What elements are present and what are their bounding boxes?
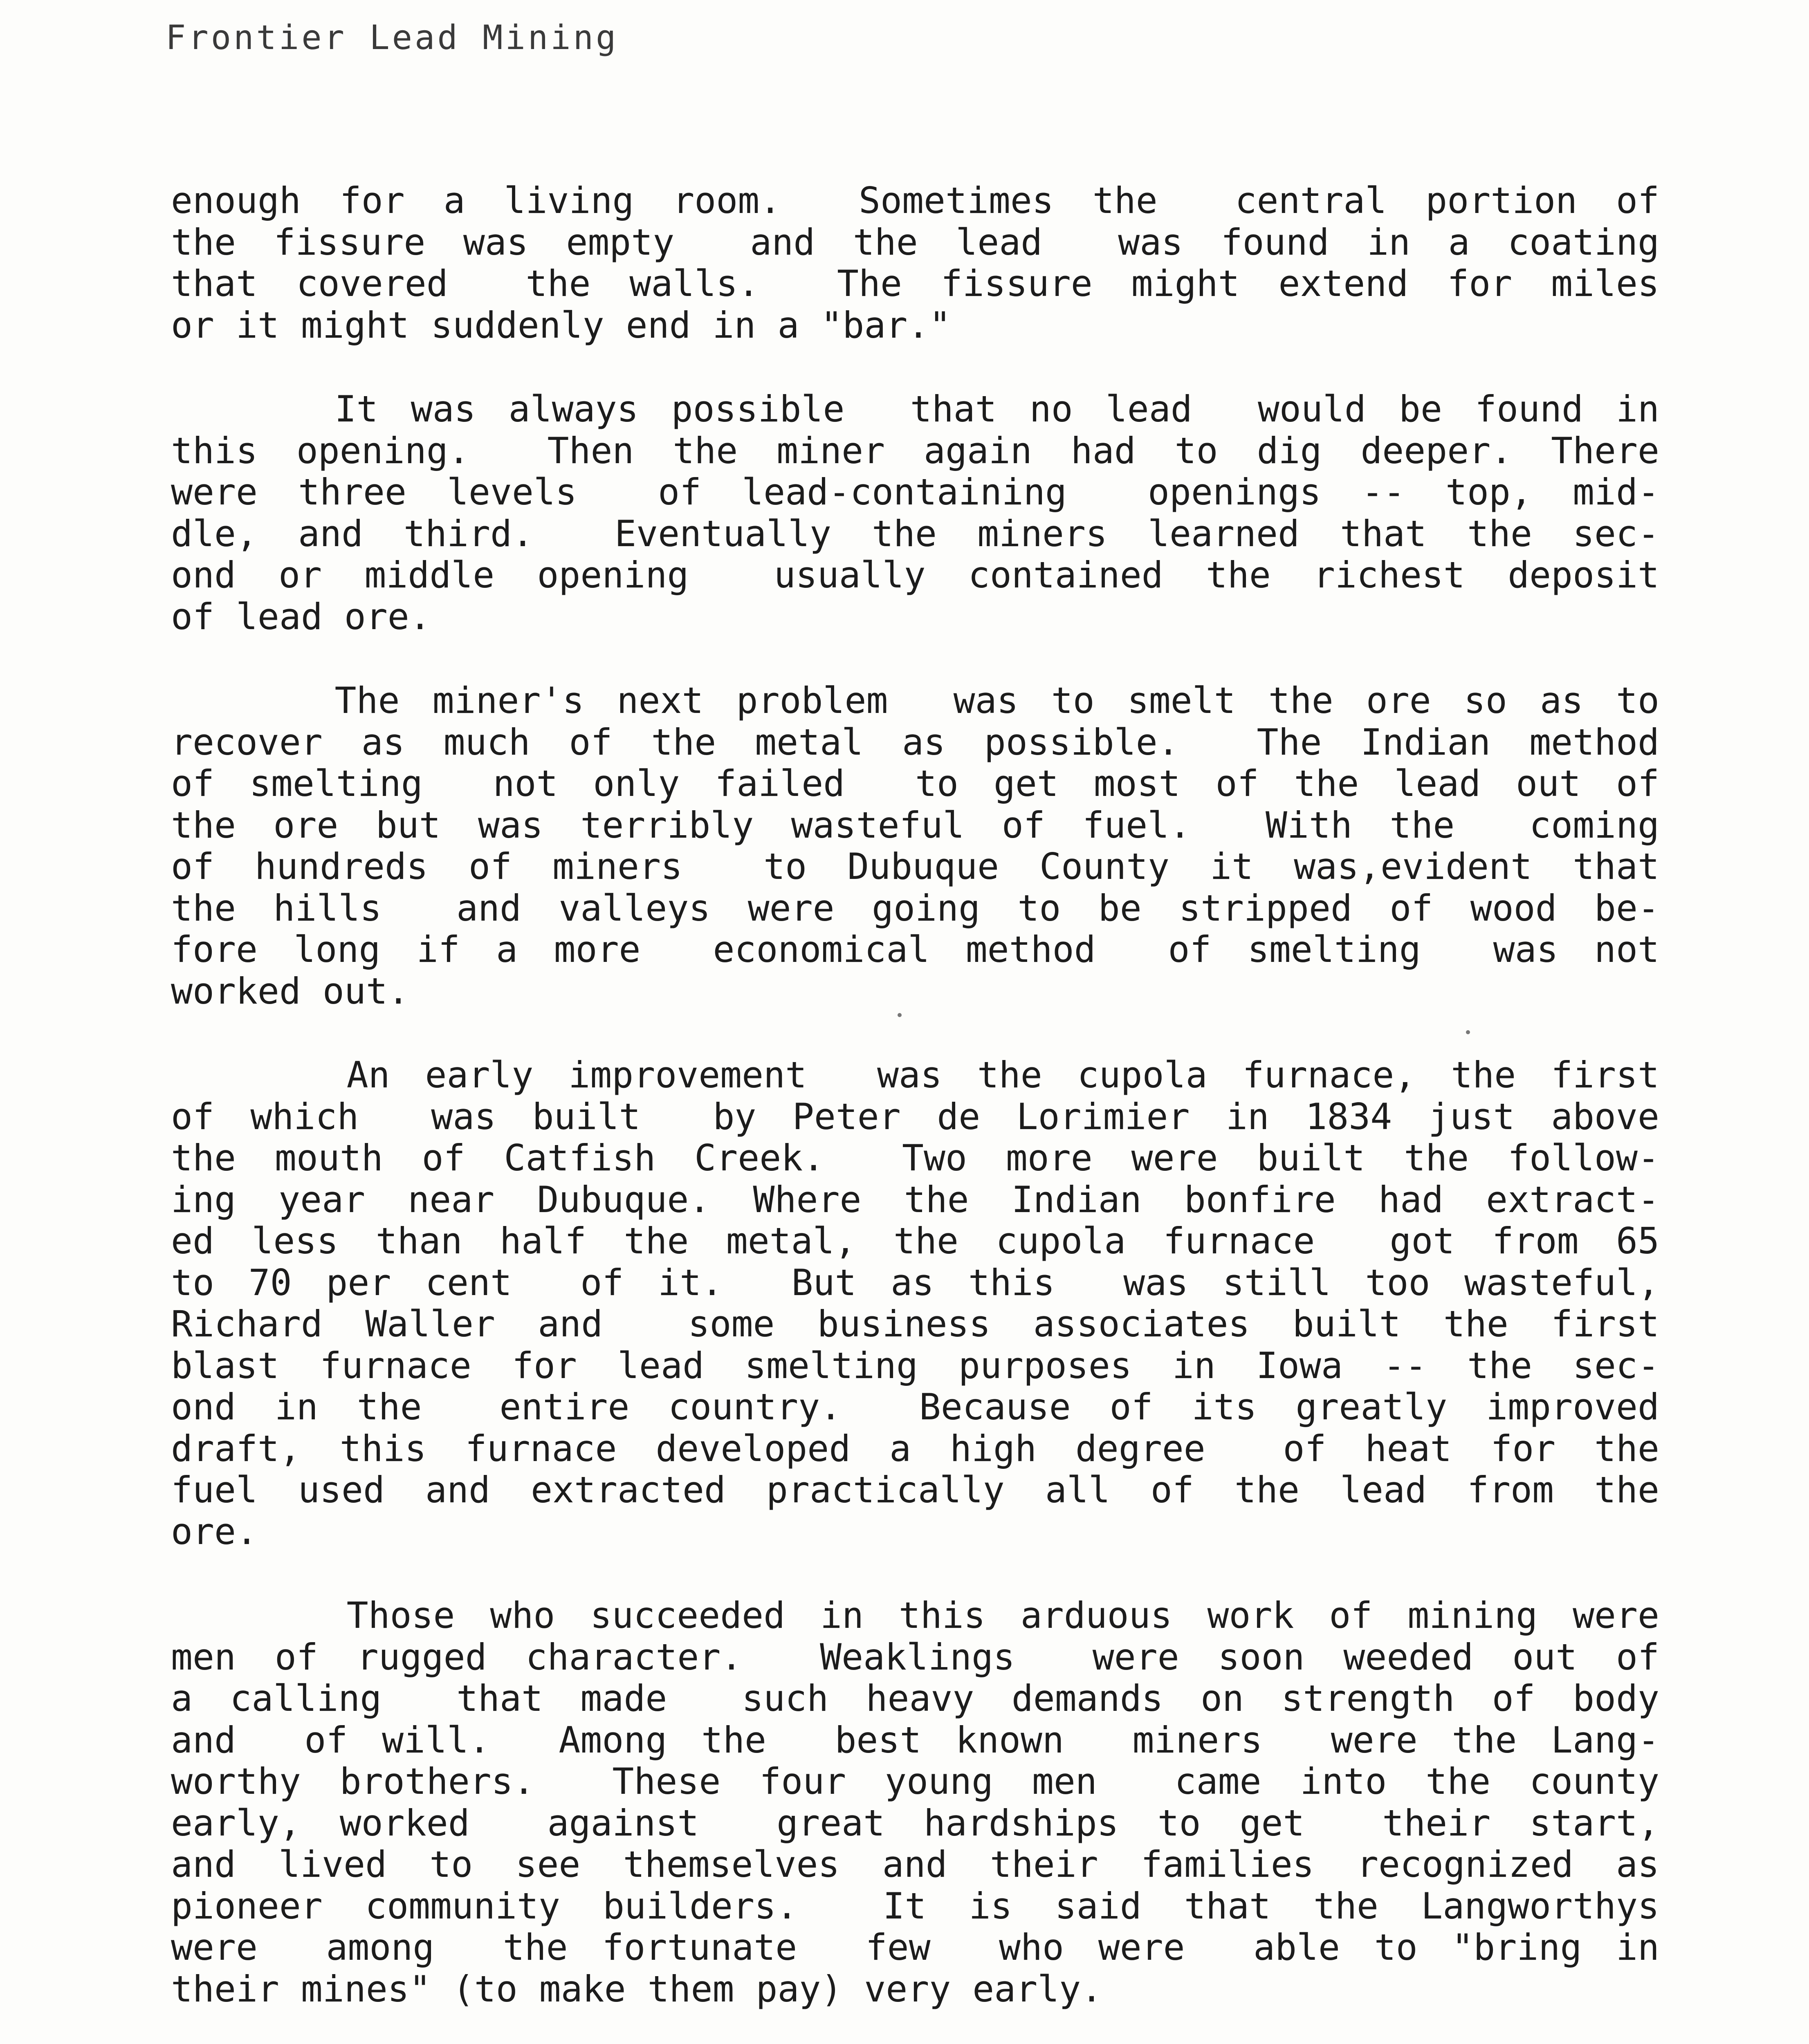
text-line: the fissure was empty and the lead was found in a coating	[171, 221, 1659, 263]
text-line: and of will. Among the best known miners were the Lang-	[171, 1719, 1659, 1761]
text-line: and lived to see themselves and their families recognized as	[171, 1844, 1659, 1885]
text-line: or it might suddenly end in a "bar."	[171, 304, 951, 346]
text-line: of smelting not only failed to get most of the lead out of	[171, 763, 1659, 805]
text-line: The miner's next problem was to smelt the ore so as to	[171, 680, 1659, 722]
stray-mark	[1466, 1030, 1470, 1034]
text-line: to 70 per cent of it. But as this was still too wasteful,	[171, 1262, 1659, 1303]
paragraph	[171, 180, 1659, 346]
text-line: enough for a living room. Sometimes the central portion of	[171, 180, 1659, 222]
text-line: that covered the walls. The fissure might extend for miles	[171, 263, 1659, 305]
paragraph	[171, 680, 1659, 1012]
text-line: Richard Waller and some business associates built the first	[171, 1303, 1659, 1345]
text-line: An early improvement was the cupola furnace, the first	[171, 1054, 1659, 1096]
text-line: ore.	[171, 1511, 258, 1552]
text-line: ing year near Dubuque. Where the Indian bonfire had extract-	[171, 1179, 1659, 1220]
text-line: were three levels of lead-containing openings -- top, mid-	[171, 471, 1659, 513]
text-line: of lead ore.	[171, 596, 431, 637]
text-line: recover as much of the metal as possible. The Indian method	[171, 721, 1659, 763]
text-line: ed less than half the metal, the cupola furnace got from 65	[171, 1220, 1659, 1262]
body-text	[171, 180, 1659, 2044]
text-line: dle, and third. Eventually the miners learned that the sec-	[171, 513, 1659, 554]
text-line: of which was built by Peter de Lorimier in 1834 just above	[171, 1096, 1659, 1137]
running-header: Frontier Lead Mining	[166, 18, 619, 57]
text-line: fuel used and extracted practically all of the lead from the	[171, 1469, 1659, 1511]
text-line: worthy brothers. These four young men came into the county	[171, 1761, 1659, 1802]
text-line: this opening. Then the miner again had to dig deeper. There	[171, 430, 1659, 471]
paragraph	[171, 1054, 1659, 1552]
text-line: worked out.	[171, 970, 409, 1012]
stray-mark	[898, 1013, 902, 1017]
paragraph	[171, 1595, 1659, 2010]
paragraph	[171, 388, 1659, 637]
text-line: early, worked against great hardships to get their start,	[171, 1802, 1659, 1844]
text-line: blast furnace for lead smelting purposes in Iowa -- the sec-	[171, 1345, 1659, 1386]
text-line: fore long if a more economical method of smelting was not	[171, 929, 1659, 970]
text-line: men of rugged character. Weaklings were soon weeded out of	[171, 1636, 1659, 1678]
text-line: It was always possible that no lead would be found in	[171, 388, 1659, 430]
text-line: a calling that made such heavy demands on strength of body	[171, 1678, 1659, 1719]
text-line: their mines" (to make them pay) very early.	[171, 1968, 1103, 2010]
text-line: draft, this furnace developed a high degree of heat for the	[171, 1428, 1659, 1469]
text-line: ond in the entire country. Because of its greatly improved	[171, 1386, 1659, 1428]
text-line: ond or middle opening usually contained the richest deposit	[171, 554, 1659, 596]
text-line: Those who succeeded in this arduous work of mining were	[171, 1595, 1659, 1636]
text-line: of hundreds of miners to Dubuque County it was,evident that	[171, 846, 1659, 888]
text-line: the mouth of Catfish Creek. Two more were built the follow-	[171, 1137, 1659, 1179]
text-line: were among the fortunate few who were able to "bring in	[171, 1927, 1659, 1968]
text-line: pioneer community builders. It is said that the Langworthys	[171, 1885, 1659, 1927]
text-line: the ore but was terribly wasteful of fuel. With the coming	[171, 804, 1659, 846]
text-line: the hills and valleys were going to be stripped of wood be-	[171, 887, 1659, 929]
